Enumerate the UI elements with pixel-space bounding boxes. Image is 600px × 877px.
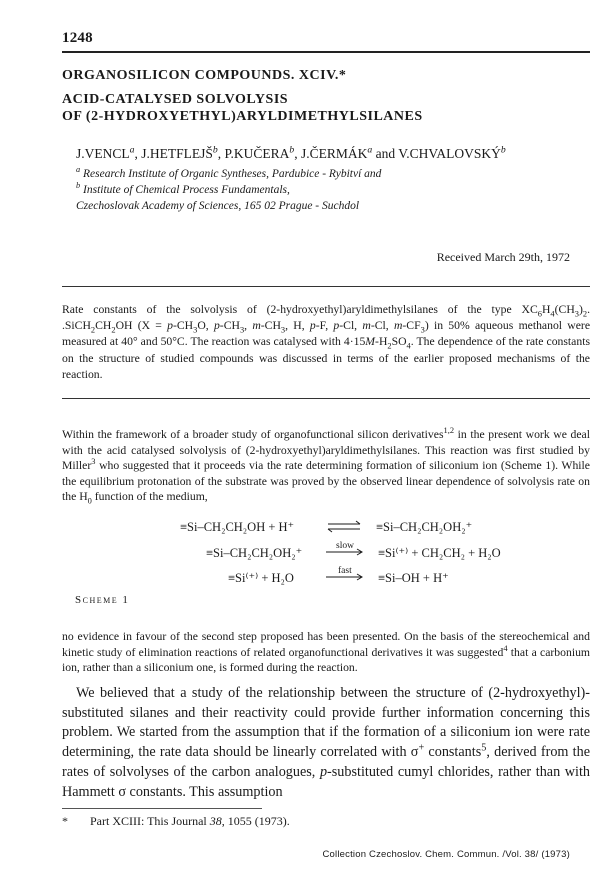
slow-arrow-label: slow (336, 541, 354, 551)
affiliation-a (76, 165, 382, 180)
abstract-text: SO (391, 335, 407, 349)
reaction-3-reactants: ≡Si⁽⁺⁾ + H₂O (228, 571, 294, 585)
author-2-affil: b (212, 144, 218, 156)
abstract-text: , (244, 319, 253, 333)
article-title-line2: ACID-CATALYSED SOLVOLYSIS (62, 92, 289, 107)
affiliation-a-text: Research Institute of Organic Syntheses, Pardubice - Rybitví and (83, 168, 382, 180)
article-title-line1: ORGANOSILICON COMPOUNDS. XCIV.* (62, 68, 347, 83)
abstract-text: p (167, 319, 173, 333)
author-and: and (375, 146, 396, 161)
header-rule (62, 51, 590, 53)
abstract-text: . The (410, 335, 435, 349)
body-text: constants (424, 744, 482, 761)
subscript: 3 (574, 308, 579, 319)
abstract (62, 302, 590, 383)
citation-mark: 3 (91, 456, 96, 467)
footnote-mark: * (62, 814, 68, 828)
abstract-text: -H (375, 335, 388, 349)
abstract-text: of the earlier proposed mechanisms of the reaction. (62, 351, 590, 381)
subscript: 0 (87, 495, 92, 506)
abstract-text: dependence of the rate constants on the structure of studied compounds was discussed in terms (62, 335, 591, 365)
subscript: 2 (582, 308, 588, 319)
footnote (62, 814, 290, 829)
abstract-text: p (333, 319, 340, 333)
journal-reference: Collection Czechoslov. Chem. Commun. /Vol. 38/ (1973) (322, 849, 570, 860)
abstract-text: . (587, 303, 590, 316)
author-sep: , (134, 146, 138, 161)
abstract-text: CH (95, 319, 112, 333)
subscript: 3 (420, 324, 425, 335)
reaction-3-products: ≡Si–OH + H⁺ (378, 571, 449, 585)
body-text: We believed that a study of the relationship between the structure of (2-hydroxyethyl)-substituted silanes and their reactivity could provide further information concerning this problem. We started from the assumption that if the formation of a siliconium ion were rate determining, the rate data should be linearly correlated with σ (62, 685, 590, 761)
body-text: no evidence in favour of the second step proposed has been presented. On the basis of the stereochemical and kinetic study of elimination reactions of related organofunctional derivatives it was suggested (62, 630, 590, 659)
footnote-text: Part XCIII: This Journal (90, 814, 210, 828)
author-4: J.ČERMÁK (300, 146, 368, 161)
body-text: p (319, 763, 328, 780)
reaction-1-products: ≡Si–CH₂CH₂OH₂⁺ (376, 520, 473, 534)
intro-paragraph (62, 427, 590, 505)
abstract-text: ) (578, 303, 583, 316)
abstract-text: p (309, 319, 316, 333)
body-text: function of the medium, (91, 490, 208, 504)
abstract-text: ) in 50% aqueous (424, 319, 514, 333)
article-title-line3: OF (2-HYDROXYETHYL)ARYLDIMETHYLSILANES (62, 109, 423, 124)
subscript: 4 (550, 308, 555, 319)
author-sep: , (294, 146, 298, 161)
superscript: + (418, 742, 425, 754)
author-sep: , (217, 146, 222, 161)
abstract-text: m (252, 319, 261, 333)
subscript: 4 (406, 340, 411, 351)
author-3: P.KUČERA (224, 146, 290, 161)
reaction-scheme-drawing (180, 514, 580, 594)
scheme-label: Scheme 1 (75, 594, 130, 606)
body-text: who suggested that it proceeds via the rate determining formation of siliconium ion (Scheme 1). While the equilibrium protonation of the substrate was proved by the observed linear dependence of solvolysis rate on the H (62, 459, 590, 504)
abstract-text: Rate constants of the solvolysis of (2-hydroxyethyl)aryldimethylsilanes of the type XC (62, 303, 538, 316)
received-date: Received March 29th, 1972 (436, 250, 570, 264)
author-5: V.CHVALOVSKÝ (398, 146, 501, 161)
body-text: -substituted cumyl chlorides, rather than with Hammett σ constants. This assumption (62, 763, 590, 800)
abstract-text: m (362, 319, 371, 333)
author-1-affil: a (129, 144, 135, 156)
main-paragraph (62, 684, 590, 802)
author-5-affil: b (500, 144, 506, 156)
abstract-text: -Cl, (370, 319, 394, 333)
affiliation-b (76, 181, 290, 196)
footnote-volume: 38 (209, 814, 222, 828)
abstract-text: -F, (315, 319, 334, 333)
equilibrium-arrow (328, 521, 360, 532)
continuation-paragraph (62, 629, 590, 676)
body-text: , derived from the rates of solvolyses of the carbon analogues, (62, 744, 590, 780)
affiliation-b-text: Institute of Chemical Process Fundamentals, (83, 184, 290, 196)
citation-mark: 1,2 (443, 425, 455, 436)
fast-arrow-label: fast (338, 566, 352, 576)
abstract-text: H (541, 303, 551, 316)
reaction-2-products: ≡Si⁽⁺⁾ + CH₂CH₂ + H₂O (378, 546, 501, 560)
abstract-text: -CH (260, 319, 281, 333)
subscript: 2 (90, 324, 96, 335)
abstract-text: -CH (172, 319, 194, 333)
page-number: 1248 (62, 30, 93, 46)
abstract-top-rule (62, 286, 590, 287)
author-2: J.HETFLEJŠ (141, 146, 213, 161)
author-list (76, 146, 506, 162)
affiliation-b-mark: b (76, 181, 81, 191)
reaction-1-reactants: ≡Si–CH₂CH₂OH + H⁺ (180, 520, 295, 534)
abstract-text: -CF (402, 319, 421, 333)
abstract-text: methanol were measured at 40° and 50°C. The reaction was catalysed with 4·15 (62, 319, 591, 349)
subscript: 2 (111, 324, 116, 335)
abstract-text: .SiCH (62, 319, 91, 333)
footnote-text: , 1055 (1973). (221, 814, 290, 828)
author-1: J.VENCL (76, 146, 130, 161)
abstract-bottom-rule (62, 398, 590, 399)
body-text: in the present work we deal with the acid catalysed solvolysis of (2-hydroxyethyl)aryldimethylsilanes. This reaction was first studied by Miller (62, 428, 590, 473)
abstract-text: O, (197, 319, 214, 333)
affiliation-a-mark: a (76, 165, 81, 175)
citation-mark: 5 (481, 742, 487, 754)
abstract-text: , H, (285, 319, 310, 333)
abstract-text: p (213, 319, 220, 333)
subscript: 3 (239, 324, 245, 335)
abstract-text: OH (X = (115, 319, 168, 333)
abstract-text: M (365, 335, 376, 349)
author-4-affil: a (367, 144, 373, 156)
body-text: that a carbonium ion, rather than a siliconium one, is formed during the reaction. (62, 645, 590, 675)
subscript: 3 (280, 324, 286, 335)
subscript: 3 (193, 324, 198, 335)
abstract-text: (CH (554, 303, 575, 316)
author-3-affil: b (289, 144, 295, 156)
affiliation-b-cont: Czechoslovak Academy of Sciences, 165 02 Prague - Suchdol (76, 200, 360, 212)
abstract-text: -CH (219, 319, 240, 333)
abstract-text: m (393, 319, 403, 333)
citation-mark: 4 (503, 642, 508, 653)
reaction-scheme (180, 514, 580, 614)
abstract-text: -Cl, (339, 319, 363, 333)
footnote-rule (62, 808, 262, 809)
subscript: 6 (537, 308, 542, 319)
reaction-2-reactants: ≡Si–CH₂CH₂OH₂⁺ (206, 546, 303, 560)
subscript: 2 (387, 340, 392, 351)
body-text: Within the framework of a broader study of organofunctional silicon derivatives (62, 428, 444, 441)
